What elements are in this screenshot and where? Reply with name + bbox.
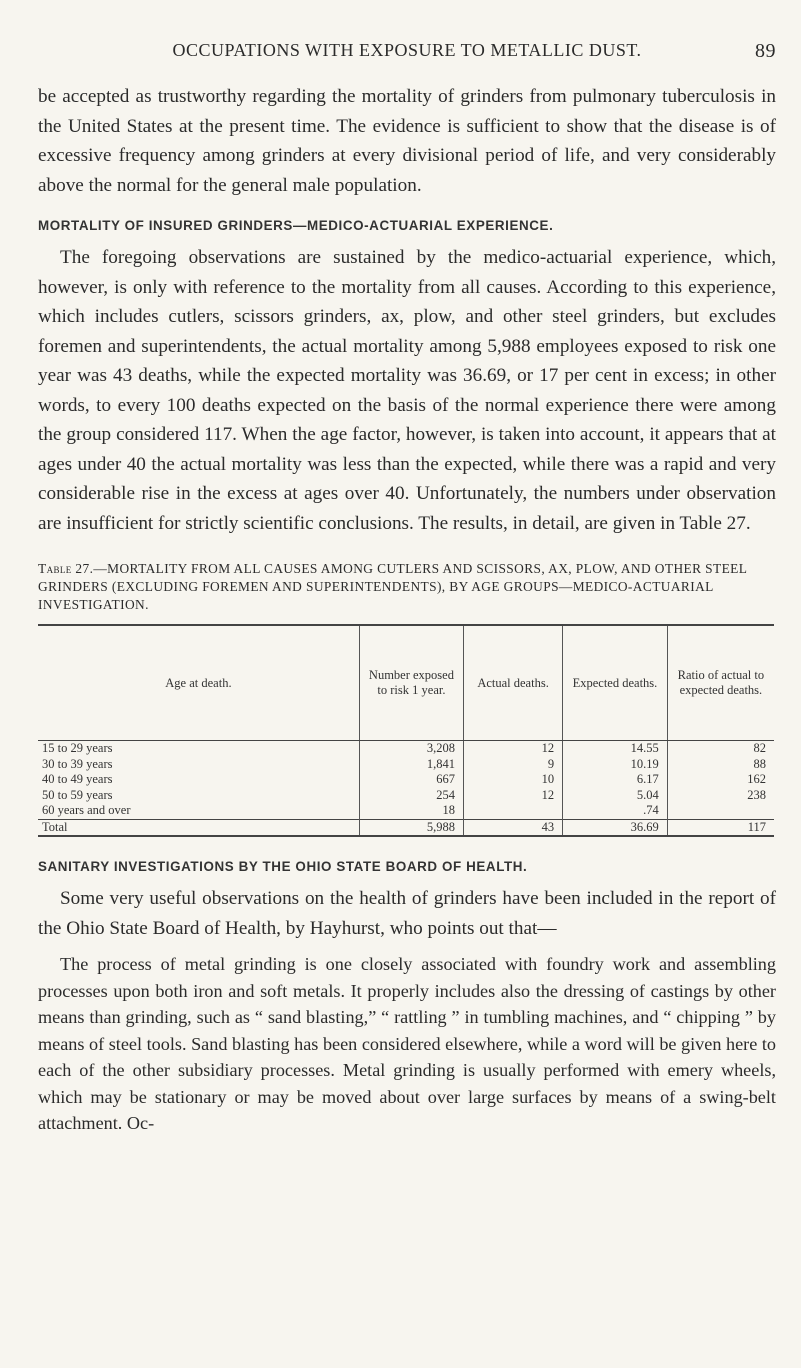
cell-age: 15 to 29 years bbox=[42, 741, 113, 755]
header-expected: Expected deaths. bbox=[563, 625, 668, 741]
cell-ratio: 82 bbox=[667, 741, 774, 757]
cell-age: 40 to 49 years bbox=[42, 772, 113, 786]
table-caption bbox=[38, 560, 776, 614]
section-heading-insured-grinders: MORTALITY OF INSURED GRINDERS—MEDICO-ACTUARIAL EXPERIENCE. bbox=[38, 218, 554, 233]
cell-total-actual: 43 bbox=[464, 819, 563, 836]
cell-actual: 12 bbox=[464, 788, 563, 804]
header-age: Age at death. bbox=[38, 625, 359, 741]
mortality-table bbox=[38, 624, 774, 837]
section-heading-ohio-board: SANITARY INVESTIGATIONS BY THE OHIO STATE BOARD OF HEALTH. bbox=[38, 859, 528, 874]
cell-exposed: 667 bbox=[359, 772, 463, 788]
table-row bbox=[38, 772, 774, 788]
cell-total-ratio: 117 bbox=[667, 819, 774, 836]
header-actual: Actual deaths. bbox=[464, 625, 563, 741]
table-row bbox=[38, 741, 774, 757]
paragraph-3: Some very useful observations on the health of grinders have been included in the report of the Ohio State Board of Health, by Hayhurst, who points out that— bbox=[38, 888, 776, 939]
cell-actual: 9 bbox=[464, 757, 563, 773]
header-exposed: Number exposed to risk 1 year. bbox=[359, 625, 463, 741]
cell-actual: 12 bbox=[464, 741, 563, 757]
cell-expected: 5.04 bbox=[563, 788, 668, 804]
cell-ratio: 88 bbox=[667, 757, 774, 773]
page-number: 89 bbox=[755, 40, 776, 62]
cell-exposed: 254 bbox=[359, 788, 463, 804]
cell-expected: 6.17 bbox=[563, 772, 668, 788]
header-ratio: Ratio of actual to expected deaths. bbox=[667, 625, 774, 741]
cell-ratio: 238 bbox=[667, 788, 774, 804]
cell-actual: 10 bbox=[464, 772, 563, 788]
running-title: OCCUPATIONS WITH EXPOSURE TO METALLIC DUST. bbox=[172, 40, 642, 60]
cell-ratio: 162 bbox=[667, 772, 774, 788]
quoted-paragraph: The process of metal grinding is one closely associated with foundry work and assembling processes upon both iron and soft metals. It properly includes also the dressing of castings by other means than grinding, such as “ sand blasting,” “ rattling ” in tumbling machines, and “ chipping ” by means of steel tools. Sand blasting has been considered elsewhere, while a word will be given here to each of the other subsidiary processes. Metal grinding is usually performed with emery wheels, which may be stationary or may be moved about over large surfaces by means of a swing-belt attachment. Oc- bbox=[38, 954, 776, 1133]
cell-age: 30 to 39 years bbox=[42, 756, 113, 771]
cell-exposed: 3,208 bbox=[359, 741, 463, 757]
table-row bbox=[38, 757, 774, 773]
table-header-row bbox=[38, 625, 774, 741]
table-total-row bbox=[38, 819, 774, 836]
cell-total-expected: 36.69 bbox=[563, 819, 668, 836]
cell-total-label: Total bbox=[38, 819, 359, 836]
cell-expected: 10.19 bbox=[563, 757, 668, 773]
cell-expected: .74 bbox=[563, 803, 668, 819]
cell-age: 60 years and over bbox=[42, 803, 131, 817]
cell-expected: 14.55 bbox=[563, 741, 668, 757]
document-page bbox=[38, 40, 776, 1137]
running-head bbox=[38, 40, 776, 70]
table-title: —MORTALITY FROM ALL CAUSES AMONG CUTLERS AND SCISSORS, AX, PLOW, AND OTHER STEEL GRINDERS (EXCLUDING FOREMEN AND SUPERINTENDENTS), BY AGE GROUPS—MEDICO-ACTUARIAL INVESTIGATION. bbox=[38, 561, 747, 612]
cell-ratio bbox=[667, 803, 774, 819]
paragraph-1: be accepted as trustworthy regarding the mortality of grinders from pulmonary tuberculosis in the United States at the present time. The evidence is sufficient to show that the disease is of excessive frequency among grinders at every divisional period of life, and very considerably above the normal for the general male population. bbox=[38, 86, 776, 196]
cell-age: 50 to 59 years bbox=[42, 787, 113, 802]
cell-exposed: 1,841 bbox=[359, 757, 463, 773]
cell-actual bbox=[464, 803, 563, 819]
table-row bbox=[38, 788, 774, 804]
table-row bbox=[38, 803, 774, 819]
cell-exposed: 18 bbox=[359, 803, 463, 819]
table-label: Table 27. bbox=[38, 561, 94, 576]
paragraph-2: The foregoing observations are sustained by the medico-actuarial experience, which, however, is only with reference to the mortality from all causes. According to this experience, which includes cutlers, scissors grinders, ax, plow, and other steel grinders, but excludes foremen and superintendents, the actual mortality among 5,988 employees exposed to risk one year was 43 deaths, while the expected mortality was 36.69, or 17 per cent in excess; in other words, to every 100 deaths expected on the basis of the normal experience there were among the group considered 117. When the age factor, however, is taken into account, it appears that at ages under 40 the actual mortality was less than the expected, while there was a rapid and very considerable rise in the excess at ages over 40. Unfortunately, the numbers under observation are insufficient for strictly scientific conclusions. The results, in detail, are given in Table 27. bbox=[38, 247, 776, 534]
cell-total-exposed: 5,988 bbox=[359, 819, 463, 836]
